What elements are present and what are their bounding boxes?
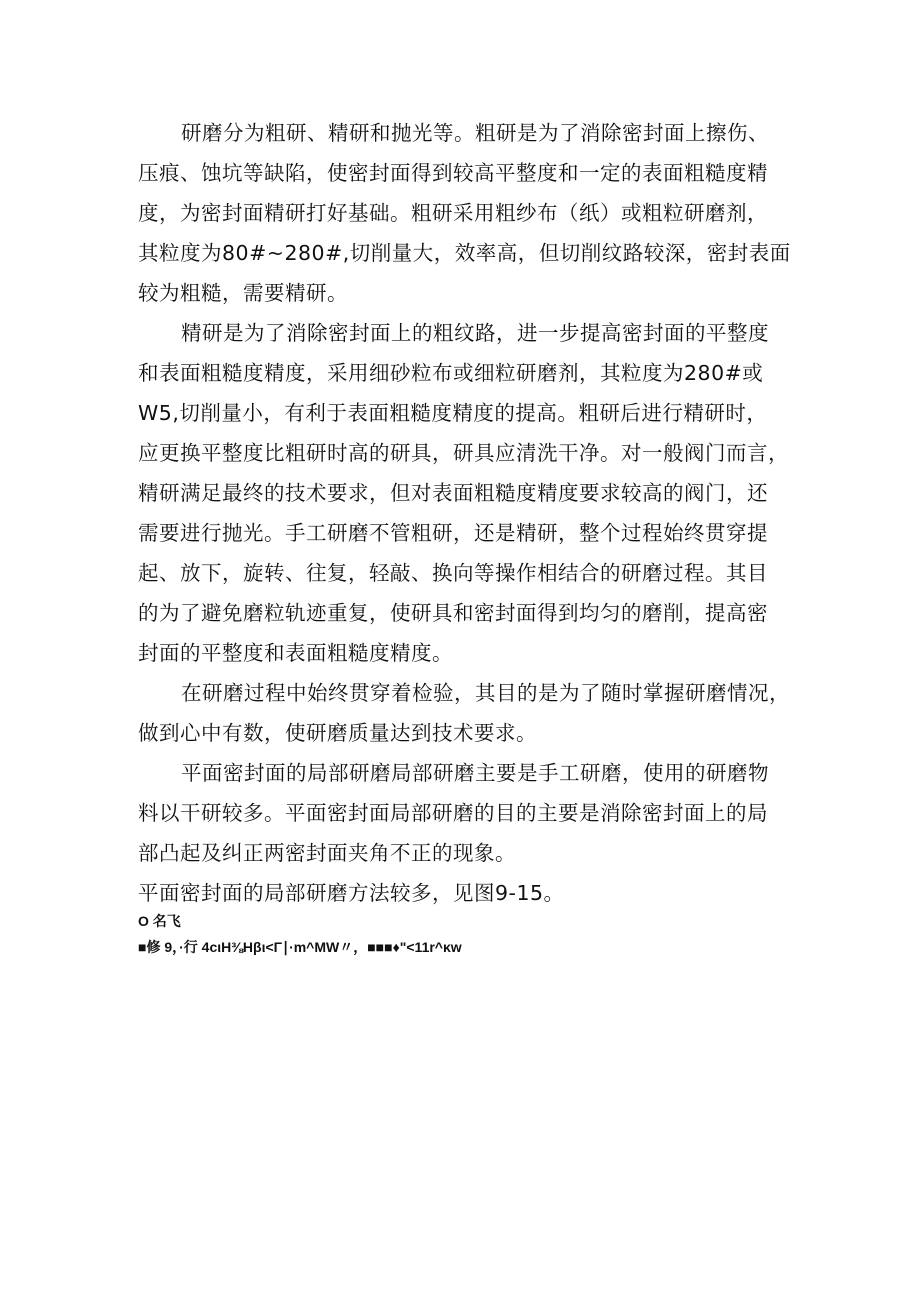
paragraph-2-line-9: 封面的平整度和表面粗糙度精度。 (138, 641, 453, 665)
paragraph-2-line-5: 精研满足最终的技术要求，但对表面粗糙度精度要求较高的阀门，还 (138, 481, 768, 505)
garbled-line-2: ■修 9，·行 4cιH⅜Hβι<Γ∣·m^MW〃，■■■♦"<11r^κw (138, 939, 462, 955)
garbled-line-1: O 名飞 (138, 913, 181, 929)
paragraph-3-line-1: 在研磨过程中始终贯穿着检验，其目的是为了随时掌握研磨情况， (181, 681, 790, 705)
paragraph-1-line-1: 研磨分为粗研、精研和抛光等。粗研是为了消除密封面上擦伤、 (181, 121, 769, 145)
paragraph-3-line-2: 做到心中有数，使研磨质量达到技术要求。 (138, 721, 537, 745)
paragraph-5-line-1: 平面密封面的局部研磨方法较多，见图9-15。 (138, 881, 565, 905)
paragraph-1-line-5: 较为粗糙，需要精研。 (138, 281, 348, 305)
paragraph-2-line-6: 需要进行抛光。手工研磨不管粗研，还是精研，整个过程始终贯穿提 (138, 521, 768, 545)
paragraph-2-line-3: W5,切削量小，有利于表面粗糙度精度的提高。粗研后进行精研时， (138, 401, 768, 425)
paragraph-1-line-2: 压痕、蚀坑等缺陷，使密封面得到较高平整度和一定的表面粗糙度精 (138, 161, 768, 185)
paragraph-2-line-8: 的为了避免磨粒轨迹重复，使研具和密封面得到均匀的磨削，提高密 (138, 601, 768, 625)
paragraph-4-line-2: 料以干研较多。平面密封面局部研磨的目的主要是消除密封面上的局 (138, 801, 768, 825)
paragraph-1-line-4: 其粒度为80#~280#,切削量大，效率高，但切削纹路较深，密封表面 (138, 241, 791, 265)
paragraph-1-line-3: 度，为密封面精研打好基础。粗研采用粗纱布（纸）或粗粒研磨剂， (138, 201, 768, 225)
paragraph-2-line-7: 起、放下，旋转、往复，轻敲、换向等操作相结合的研磨过程。其目 (138, 561, 768, 585)
paragraph-4-line-1: 平面密封面的局部研磨局部研磨主要是手工研磨，使用的研磨物 (181, 761, 769, 785)
paragraph-4-line-3: 部凸起及纠正两密封面夹角不正的现象。 (138, 841, 516, 865)
paragraph-2-line-4: 应更换平整度比粗研时高的研具，研具应清洗干净。对一般阀门而言， (138, 441, 789, 465)
paragraph-2-line-2: 和表面粗糙度精度，采用细砂粒布或细粒研磨剂，其粒度为280#或 (138, 361, 764, 385)
paragraph-2-line-1: 精研是为了消除密封面上的粗纹路，进一步提高密封面的平整度 (181, 321, 769, 345)
